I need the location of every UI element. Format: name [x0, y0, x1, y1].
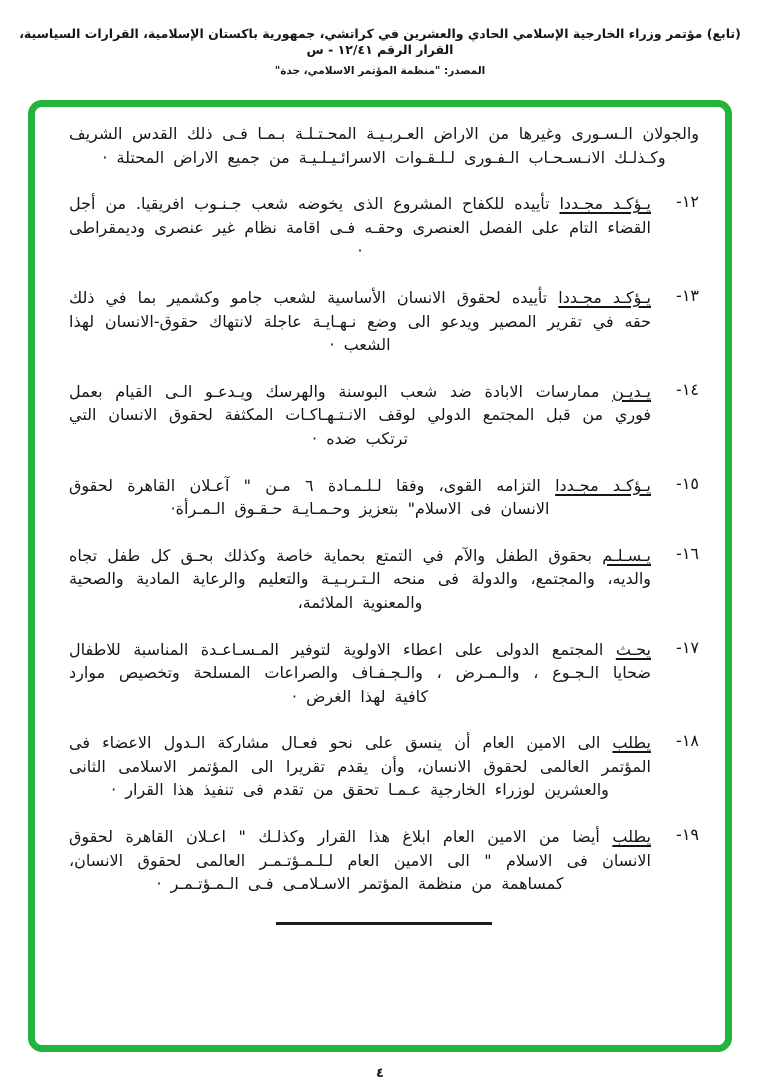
- item-number: ١٨-: [676, 731, 699, 751]
- item-number: ١٥-: [676, 473, 699, 493]
- item-rest: أيضا من الامين العام ابلاغ هذا القرار وكذلـك " اعـلان القاهرة لحقوق الانسان فى الاسلام " الى الامين العام لـلـمـؤتـمـر العالمى لحقوق الانسان، كمساهمة من منظمة المؤتمر الاسـلامـى فـى الـمـؤتـمـر ·: [69, 827, 651, 894]
- item-rest: تأييده لحقوق الانسان الأساسية لشعب جامو وكشمير بما في ذلك حقه في تقرير المصير ويدعو الى وضع نـهـايـة عاجلة لانتهاك حقوق-الانسان لهذا الشعب ·: [69, 287, 651, 355]
- item-rest: ممارسات الابادة ضد شعب البوسنة والهرسك ويـدعـو الـى القيام بعمل فوري من قبل المجتمع الدولي لوقف الانـتـهـاكـات المكثفة لحقوق الانسان التي ترتكب ضده ·: [69, 381, 651, 448]
- resolution-item-16: [69, 544, 699, 615]
- item-lead-underlined: يطلب: [612, 827, 651, 847]
- item-lead-underlined: يـؤكـد مجـددا: [559, 194, 652, 214]
- resolution-item-17: [69, 638, 699, 709]
- highlighted-scan-region: [28, 100, 732, 1052]
- item-number: ١٣-: [676, 285, 699, 305]
- resolution-item-13: [69, 286, 699, 357]
- item-rest: تأييده للكفاح المشروع الذى يخوضه شعب جـنـوب افريقيا. من أجل القضاء التام على الفصل العنصرى وحقـه فـى اقامة نظام غير عنصرى وديمقراطى ·: [69, 194, 651, 261]
- item-text: [69, 731, 651, 802]
- source-line: المصدر: "منظمة المؤتمر الاسلامي، جدة": [274, 65, 486, 77]
- item-rest: التزامه القوى، وفقا لـلـمـادة ٦ مـن " آعـلان القاهرة لحقوق الانسان فى الاسلام" بتعزيز وحـمـايـة حـقـوق الـمـرأة·: [69, 475, 556, 519]
- item-number: ١٦-: [676, 543, 699, 563]
- resolution-item-12: [69, 192, 699, 263]
- item-number: ١٩-: [676, 825, 699, 845]
- item-text: [69, 638, 651, 709]
- item-number: ١٤-: [676, 379, 699, 399]
- continuation-paragraph: والجولان الـسـورى وغيرها من الاراض العـربـيـة المحـتـلـة بـمـا فـى ذلك القدس الشريف وكـذلـك الانـسـحـاب الـفـورى لـلـقـوات الاسرائـيـلـيـة من جميع الاراض المحتلة ·: [69, 124, 699, 167]
- resolution-item-15: [69, 474, 699, 521]
- page-number: ٤: [376, 1066, 384, 1080]
- item-text: [69, 286, 651, 357]
- item-lead-underlined: يحـث: [615, 639, 651, 659]
- item-text: [69, 825, 651, 896]
- item-text: [69, 380, 651, 451]
- item-text: [69, 192, 651, 263]
- item-lead-underlined: يـسـلـم: [602, 545, 651, 565]
- item-lead-underlined: يطلب: [612, 733, 651, 753]
- item-rest: الى الامين العام أن ينسق على نحو فعـال مشاركة الـدول الاعضاء فى المؤتمر العالمى لحقوق الانسان، وأن يقدم تقريرا الى المؤتمر الاسلامى الثانى والعشرين لوزراء الخارجية عـمـا تحقق من تقدم فى تنفيذ هذا القرار ·: [69, 733, 651, 800]
- citation-line: (تابع) مؤتمر وزراء الخارجية الإسلامي الحادي والعشرين في كراتشي، جمهورية باكستان الإسلامية، القرارات السياسية، القرار الرقم ١٢/٤١ - س: [19, 26, 741, 57]
- item-lead-underlined: يـؤكـد مجـددا: [558, 287, 652, 307]
- citation-header: [0, 0, 760, 78]
- item-text: [69, 474, 651, 521]
- end-of-resolution-divider: [276, 922, 492, 925]
- resolution-item-14: [69, 380, 699, 451]
- item-lead-underlined: يـديـن: [612, 381, 651, 401]
- resolution-item-19: [69, 825, 699, 896]
- resolution-item-18: [69, 731, 699, 802]
- item-number: ١٢-: [676, 192, 699, 212]
- item-rest: المجتمع الدولى على اعطاء الاولوية لتوفير المـسـاعـدة المناسبة للاطفال ضحايا الـجـوع ، والـمـرض ، والـجـفـاف والصراعات المسلحة وتخصيص موارد كافية لهذا الغرض ·: [69, 639, 651, 706]
- item-rest: بحقوق الطفل والآم في التمتع بحماية خاصة وكذلك بحـق كل طفل تجاه والديه، والمجتمع، والدولة فى منحه الـتـربـيـة والتعليم والرعاية المادية والصحية والمعنوية الملائمة،: [69, 545, 651, 612]
- item-text: [69, 544, 651, 615]
- item-number: ١٧-: [676, 637, 699, 657]
- item-lead-underlined: يـؤكـد مجـددا: [555, 475, 652, 495]
